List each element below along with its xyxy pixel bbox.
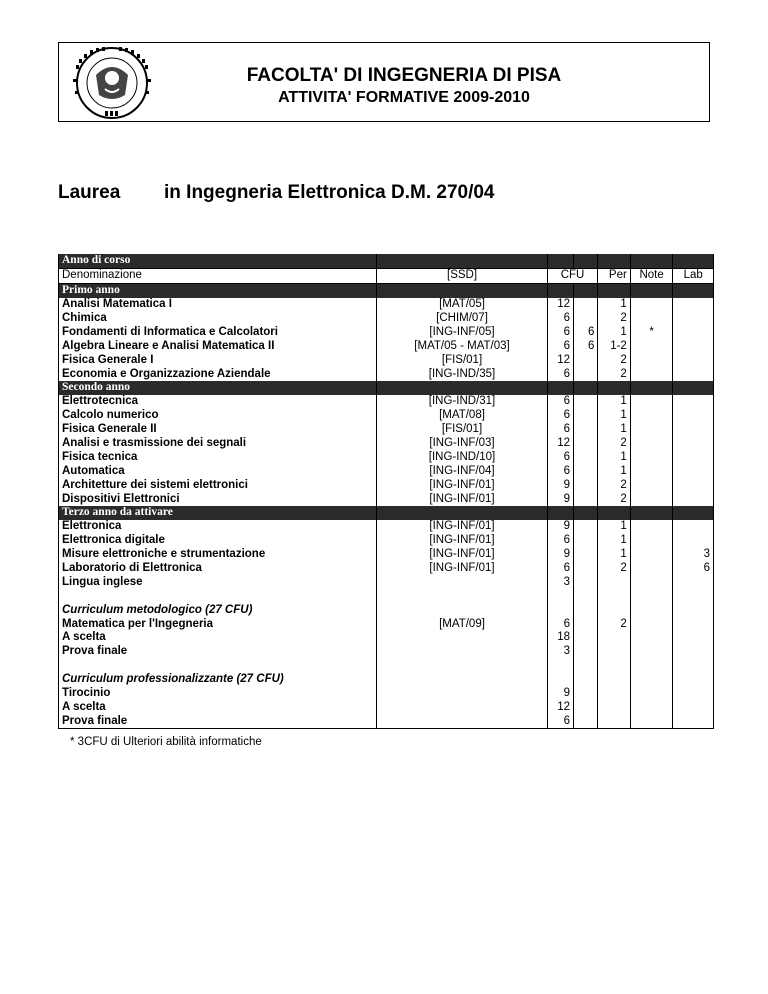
course-note [630, 714, 673, 728]
course-period: 1 [598, 548, 630, 562]
course-cfu: 6 [547, 312, 573, 326]
course-ssd: [ING-INF/03] [377, 437, 547, 451]
course-ssd: [ING-INF/01] [377, 548, 547, 562]
course-lab [673, 437, 714, 451]
course-ssd: [FIS/01] [377, 423, 547, 437]
col-per: Per [598, 268, 630, 283]
cell [377, 506, 547, 520]
cell [377, 381, 547, 395]
cell [598, 673, 630, 687]
course-cfu: 6 [547, 395, 573, 409]
cell [598, 659, 630, 673]
table-row [59, 575, 714, 589]
course-lab [673, 312, 714, 326]
cell [547, 589, 573, 603]
course-period: 1 [598, 534, 630, 548]
course-lab: 3 [673, 548, 714, 562]
section-label: Secondo anno [59, 381, 377, 395]
cell [598, 603, 630, 617]
course-lab [673, 631, 714, 645]
page-subtitle: ATTIVITA' FORMATIVE 2009-2010 [278, 89, 530, 106]
course-lab [673, 617, 714, 631]
course-lab [673, 645, 714, 659]
table-row [59, 562, 714, 576]
course-cfu-extra [574, 701, 598, 715]
table-row [59, 409, 714, 423]
course-ssd: [ING-IND/10] [377, 450, 547, 464]
cell [598, 506, 630, 520]
course-name: Analisi Matematica I [59, 298, 377, 312]
course-cfu-extra [574, 687, 598, 701]
cell [574, 506, 598, 520]
course-cfu-extra [574, 312, 598, 326]
course-name: Fondamenti di Informatica e Calcolatori [59, 325, 377, 339]
course-period: 2 [598, 617, 630, 631]
course-lab [673, 701, 714, 715]
table-row [59, 617, 714, 631]
course-ssd: [ING-INF/01] [377, 492, 547, 506]
footnote: * 3CFU di Ulteriori abilità informatiche [70, 736, 262, 748]
table-row [59, 339, 714, 353]
course-cfu: 6 [547, 562, 573, 576]
table-row [59, 714, 714, 728]
course-cfu: 6 [547, 339, 573, 353]
course-name: Dispositivi Elettronici [59, 492, 377, 506]
course-note [630, 520, 673, 534]
cell [673, 603, 714, 617]
course-cfu: 18 [547, 631, 573, 645]
course-name: Fisica tecnica [59, 450, 377, 464]
course-name: Algebra Lineare e Analisi Matematica II [59, 339, 377, 353]
course-lab [673, 534, 714, 548]
course-cfu: 12 [547, 701, 573, 715]
course-ssd [377, 714, 547, 728]
course-cfu: 6 [547, 367, 573, 381]
table-row [59, 437, 714, 451]
course-cfu: 12 [547, 298, 573, 312]
curriculum-name: Curriculum professionalizzante (27 CFU) [59, 673, 377, 687]
cell [673, 673, 714, 687]
cell [630, 659, 673, 673]
course-ssd: [ING-INF/01] [377, 478, 547, 492]
table-row [59, 548, 714, 562]
course-period: 1 [598, 298, 630, 312]
table-row [59, 478, 714, 492]
col-note: Note [630, 268, 673, 283]
course-cfu: 9 [547, 478, 573, 492]
course-period: 1 [598, 395, 630, 409]
table-row [59, 423, 714, 437]
course-cfu-extra [574, 631, 598, 645]
course-lab [673, 575, 714, 589]
course-period: 2 [598, 353, 630, 367]
cell [547, 659, 573, 673]
course-cfu-extra [574, 395, 598, 409]
course-note [630, 478, 673, 492]
col-cfu: CFU [547, 268, 598, 283]
course-lab [673, 353, 714, 367]
course-period [598, 645, 630, 659]
cell [574, 673, 598, 687]
cell [377, 603, 547, 617]
course-name: Fisica Generale II [59, 423, 377, 437]
course-cfu: 6 [547, 464, 573, 478]
course-name: Architetture dei sistemi elettronici [59, 478, 377, 492]
course-cfu-extra [574, 534, 598, 548]
course-ssd: [ING-INF/04] [377, 464, 547, 478]
spacer-row [59, 589, 714, 603]
course-name: Prova finale [59, 714, 377, 728]
course-lab [673, 367, 714, 381]
course-cfu: 9 [547, 520, 573, 534]
cell [673, 659, 714, 673]
course-lab [673, 687, 714, 701]
course-ssd: [MAT/05 - MAT/03] [377, 339, 547, 353]
course-cfu: 3 [547, 575, 573, 589]
course-cfu-extra [574, 575, 598, 589]
cell [630, 283, 673, 297]
course-name: Prova finale [59, 645, 377, 659]
cell [377, 673, 547, 687]
course-ssd: [ING-INF/01] [377, 520, 547, 534]
section-label: Terzo anno da attivare [59, 506, 377, 520]
header-box [58, 42, 710, 122]
course-name: Elettronica [59, 520, 377, 534]
course-note [630, 450, 673, 464]
course-period [598, 701, 630, 715]
table-row [59, 492, 714, 506]
cell [377, 283, 547, 297]
cell [630, 603, 673, 617]
course-note [630, 353, 673, 367]
course-note [630, 312, 673, 326]
course-period: 1 [598, 409, 630, 423]
course-lab [673, 423, 714, 437]
course-ssd: [ING-INF/01] [377, 562, 547, 576]
course-name: Elettronica digitale [59, 534, 377, 548]
course-period: 2 [598, 492, 630, 506]
table-row [59, 395, 714, 409]
course-cfu-extra [574, 437, 598, 451]
course-note [630, 464, 673, 478]
col-lab: Lab [673, 268, 714, 283]
cell [574, 603, 598, 617]
course-ssd: [MAT/05] [377, 298, 547, 312]
table-row [59, 520, 714, 534]
course-lab [673, 520, 714, 534]
course-period [598, 575, 630, 589]
cell [547, 673, 573, 687]
page-title: FACOLTA' DI INGEGNERIA DI PISA [246, 65, 562, 86]
cell [673, 381, 714, 395]
table-row [59, 450, 714, 464]
course-name: A scelta [59, 631, 377, 645]
column-header-row [59, 268, 714, 283]
course-period [598, 687, 630, 701]
course-cfu-extra: 6 [574, 339, 598, 353]
course-period: 1 [598, 325, 630, 339]
course-cfu: 9 [547, 492, 573, 506]
course-note [630, 562, 673, 576]
course-ssd: [ING-IND/35] [377, 367, 547, 381]
course-note [630, 437, 673, 451]
course-name: Calcolo numerico [59, 409, 377, 423]
spacer-row [59, 659, 714, 673]
course-name: Misure elettroniche e strumentazione [59, 548, 377, 562]
course-cfu-extra [574, 409, 598, 423]
course-lab [673, 478, 714, 492]
course-period: 1 [598, 520, 630, 534]
degree-label: Laurea [58, 182, 121, 203]
course-lab [673, 325, 714, 339]
cell [673, 506, 714, 520]
course-note [630, 645, 673, 659]
course-period: 1 [598, 423, 630, 437]
cell [377, 589, 547, 603]
course-cfu-extra [574, 423, 598, 437]
course-lab [673, 492, 714, 506]
cell [630, 506, 673, 520]
course-note [630, 687, 673, 701]
course-cfu-extra [574, 450, 598, 464]
course-name: A scelta [59, 701, 377, 715]
course-cfu-extra [574, 298, 598, 312]
col-denominazione: Denominazione [59, 268, 377, 283]
course-ssd [377, 687, 547, 701]
course-note: * [630, 325, 673, 339]
course-cfu: 6 [547, 409, 573, 423]
table-row [59, 464, 714, 478]
course-note [630, 492, 673, 506]
course-ssd [377, 631, 547, 645]
course-name: Chimica [59, 312, 377, 326]
course-cfu: 6 [547, 617, 573, 631]
course-lab [673, 395, 714, 409]
section-row [59, 254, 714, 268]
course-cfu-extra [574, 464, 598, 478]
course-period: 2 [598, 437, 630, 451]
col-ssd: [SSD] [377, 268, 547, 283]
cell [598, 589, 630, 603]
course-note [630, 423, 673, 437]
course-cfu: 6 [547, 423, 573, 437]
course-name: Elettrotecnica [59, 395, 377, 409]
course-cfu-extra [574, 492, 598, 506]
course-note [630, 395, 673, 409]
course-lab [673, 339, 714, 353]
table-row [59, 325, 714, 339]
course-note [630, 701, 673, 715]
course-period: 2 [598, 367, 630, 381]
course-ssd: [ING-IND/31] [377, 395, 547, 409]
curriculum-row [59, 673, 714, 687]
cell [574, 589, 598, 603]
course-cfu: 6 [547, 450, 573, 464]
course-period: 2 [598, 478, 630, 492]
course-note [630, 631, 673, 645]
course-lab: 6 [673, 562, 714, 576]
degree-name: in Ingegneria Elettronica D.M. 270/04 [164, 182, 495, 203]
section-row [59, 506, 714, 520]
cell [59, 589, 377, 603]
course-cfu-extra [574, 617, 598, 631]
table-row [59, 367, 714, 381]
course-name: Matematica per l'Ingegneria [59, 617, 377, 631]
cell [630, 381, 673, 395]
courses-table [58, 254, 714, 729]
cell [547, 506, 573, 520]
cell [547, 381, 573, 395]
course-cfu: 12 [547, 437, 573, 451]
cell [630, 589, 673, 603]
course-name: Economia e Organizzazione Aziendale [59, 367, 377, 381]
cell [574, 659, 598, 673]
course-period: 2 [598, 562, 630, 576]
course-lab [673, 298, 714, 312]
table-row [59, 687, 714, 701]
course-cfu-extra [574, 353, 598, 367]
course-cfu: 3 [547, 645, 573, 659]
course-period: 2 [598, 312, 630, 326]
table-row [59, 701, 714, 715]
course-lab [673, 409, 714, 423]
course-cfu-extra [574, 562, 598, 576]
course-period [598, 714, 630, 728]
course-note [630, 548, 673, 562]
course-name: Tirocinio [59, 687, 377, 701]
cell [673, 283, 714, 297]
table-row [59, 534, 714, 548]
course-ssd [377, 701, 547, 715]
course-ssd [377, 645, 547, 659]
section-row [59, 283, 714, 297]
curriculum-name: Curriculum metodologico (27 CFU) [59, 603, 377, 617]
course-ssd: [FIS/01] [377, 353, 547, 367]
table-row [59, 631, 714, 645]
course-name: Analisi e trasmissione dei segnali [59, 437, 377, 451]
course-cfu: 6 [547, 325, 573, 339]
course-lab [673, 714, 714, 728]
section-row [59, 381, 714, 395]
course-cfu-extra [574, 645, 598, 659]
cell [598, 283, 630, 297]
course-cfu: 12 [547, 353, 573, 367]
course-period: 1 [598, 450, 630, 464]
cell [377, 659, 547, 673]
course-lab [673, 464, 714, 478]
course-ssd: [MAT/09] [377, 617, 547, 631]
course-period [598, 631, 630, 645]
course-cfu: 9 [547, 548, 573, 562]
course-ssd: [ING-INF/01] [377, 534, 547, 548]
cell [673, 589, 714, 603]
course-cfu-extra [574, 478, 598, 492]
cell [598, 381, 630, 395]
cell [630, 673, 673, 687]
course-lab [673, 450, 714, 464]
course-name: Laboratorio di Elettronica [59, 562, 377, 576]
course-note [630, 339, 673, 353]
course-name: Automatica [59, 464, 377, 478]
course-name: Fisica Generale I [59, 353, 377, 367]
cell [59, 659, 377, 673]
table-row [59, 312, 714, 326]
table-row [59, 645, 714, 659]
course-period: 1 [598, 464, 630, 478]
course-cfu: 6 [547, 714, 573, 728]
course-cfu-extra: 6 [574, 325, 598, 339]
cell [547, 283, 573, 297]
course-note [630, 575, 673, 589]
course-cfu: 9 [547, 687, 573, 701]
section-label: Anno di corso [59, 254, 377, 268]
curriculum-row [59, 603, 714, 617]
course-note [630, 298, 673, 312]
course-ssd [377, 575, 547, 589]
course-cfu: 6 [547, 534, 573, 548]
course-cfu-extra [574, 367, 598, 381]
table-row [59, 298, 714, 312]
cell [574, 381, 598, 395]
section-label: Primo anno [59, 283, 377, 297]
course-name: Lingua inglese [59, 575, 377, 589]
cell [547, 603, 573, 617]
course-ssd: [CHIM/07] [377, 312, 547, 326]
course-cfu-extra [574, 714, 598, 728]
course-ssd: [MAT/08] [377, 409, 547, 423]
cell [574, 283, 598, 297]
course-note [630, 409, 673, 423]
course-period: 1-2 [598, 339, 630, 353]
table-row [59, 353, 714, 367]
course-ssd: [ING-INF/05] [377, 325, 547, 339]
course-cfu-extra [574, 548, 598, 562]
course-note [630, 367, 673, 381]
course-cfu-extra [574, 520, 598, 534]
course-note [630, 617, 673, 631]
course-note [630, 534, 673, 548]
